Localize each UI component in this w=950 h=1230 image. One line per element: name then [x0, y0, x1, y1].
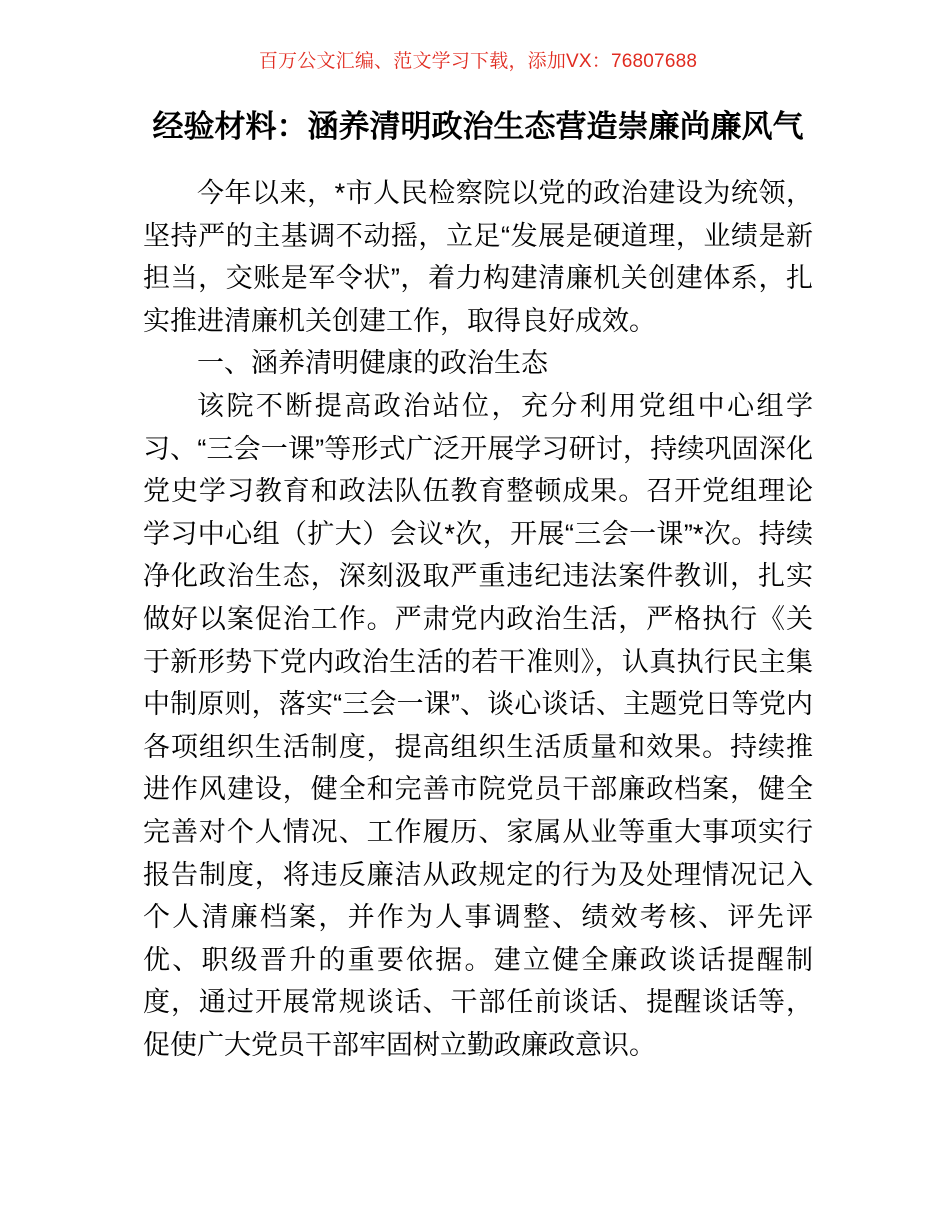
- promo-watermark-text: 百万公文汇编、范文学习下载，添加VX：76807688: [258, 51, 698, 72]
- document-body: [143, 172, 813, 1066]
- document-content-column: [143, 0, 813, 1066]
- paragraph-intro: 今年以来，*市人民检察院以党的政治建设为统领，坚持严的主基调不动摇，立足“发展是硬道理，业绩是新担当，交账是军令状”，着力构建清廉机关创建体系，扎实推进清廉机关创建工作，取得良好成效。: [143, 178, 813, 336]
- page-title: 经验材料：涵养清明政治生态营造崇廉尚廉风气: [152, 109, 804, 144]
- paragraph-section-1-body: 该院不断提高政治站位，充分利用党组中心组学习、“三会一课”等形式广泛开展学习研讨，持续巩固深化党史学习教育和政法队伍教育整顿成果。召开党组理论学习中心组（扩大）会议*次，开展“三会一课”*次。持续净化政治生态，深刻汲取严重违纪违法案件教训，扎实做好以案促治工作。严肃党内政治生活，严格执行《关于新形势下党内政治生活的若干准则》，认真执行民主集中制原则，落实“三会一课”、谈心谈话、主题党日等党内各项组织生活制度，提高组织生活质量和效果。持续推进作风建设，健全和完善市院党员干部廉政档案，健全完善对个人情况、工作履历、家属从业等重大事项实行报告制度，将违反廉洁从政规定的行为及处理情况记入个人清廉档案，并作为人事调整、绩效考核、评先评优、职级晋升的重要依据。建立健全廉政谈话提醒制度，通过开展常规谈话、干部任前谈话、提醒谈话等，促使广大党员干部牢固树立勤政廉政意识。: [143, 390, 813, 1060]
- section-heading-1: 一、涵养清明健康的政治生态: [197, 348, 548, 379]
